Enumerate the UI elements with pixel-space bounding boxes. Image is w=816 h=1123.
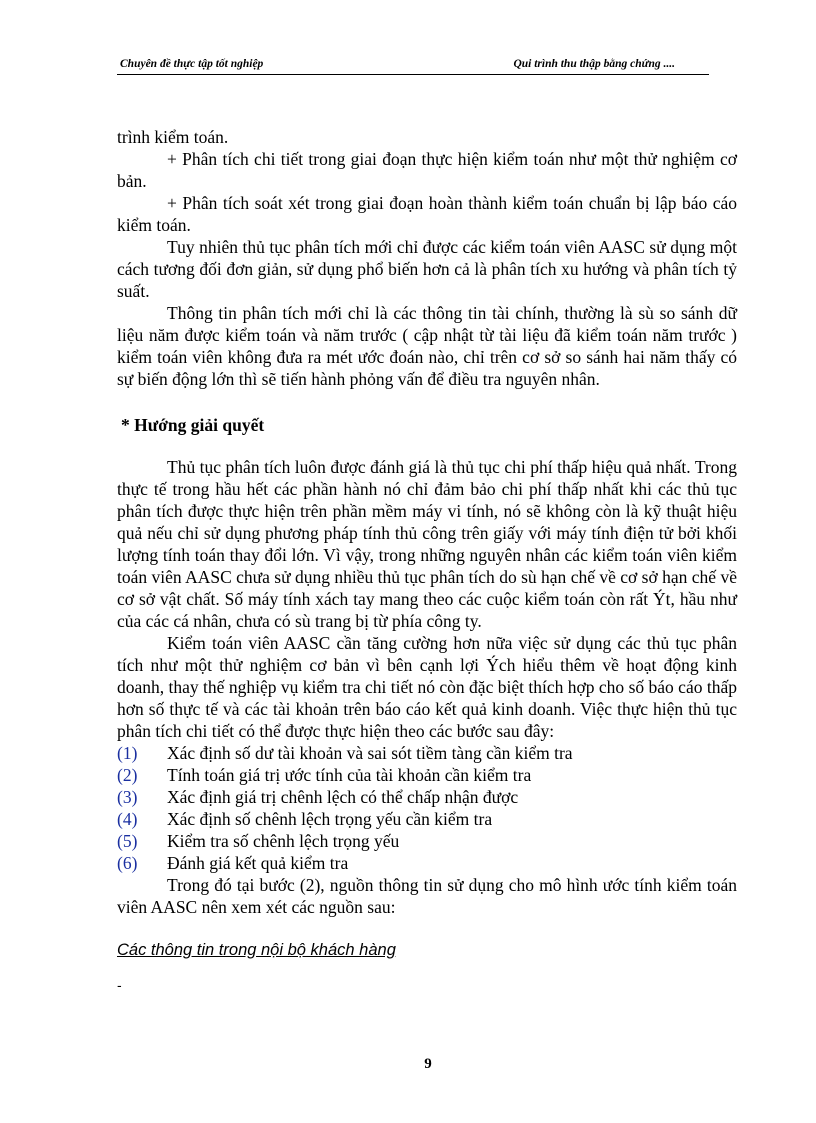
step-text: Đánh giá kết quả kiểm tra [167, 853, 349, 873]
list-item [117, 764, 737, 786]
step-number: (6) [117, 853, 138, 873]
paragraph: Kiểm toán viên AASC cần tăng cường hơn nữa việc sử dụng các thủ tục phân tích như một thử nghiệm cơ bản vì bên cạnh lợi Ých hiểu thêm về hoạt động kinh doanh, thay thế nghiệp vụ kiểm tra chi tiết nó còn đặc biệt thích hợp cho số báo cáo thấp hơn số thực tế và các tài khoản trên báo cáo kết quả kinh doanh. Việc thực hiện thủ tục phân tích chi tiết có thể được thực hiện theo các bước sau đây: [117, 633, 737, 741]
list-item [117, 852, 737, 874]
step-text: Xác định số dư tài khoản và sai sót tiềm tàng cần kiểm tra [167, 743, 573, 763]
subheading-text: Các thông tin trong nội bộ khách hàng [117, 941, 396, 959]
list-item [117, 742, 737, 764]
step-text: Xác định số chênh lệch trọng yếu cần kiểm tra [167, 809, 493, 829]
steps-list [117, 742, 737, 874]
step-number: (3) [117, 787, 138, 807]
paragraph: trình kiểm toán. [117, 127, 229, 147]
list-item [117, 830, 737, 852]
list-item [117, 786, 737, 808]
paragraph: Thông tin phân tích mới chỉ là các thông tin tài chính, thường là sù so sánh dữ liệu năm được kiểm toán và năm trước ( cập nhật từ tài liệu đã kiểm toán năm trước ) kiểm toán viên không đưa ra mét ước đoán nào, chỉ trên cơ sở so sánh hai năm thấy có sự biến động lớn thì sẽ tiến hành phỏng vấn để điều tra nguyên nhân. [117, 303, 737, 389]
page-number: 9 [424, 1056, 432, 1072]
subheading [117, 938, 737, 961]
section-heading: * Hướng giải quyết [121, 415, 265, 435]
step-number: (1) [117, 743, 138, 763]
step-text: Tính toán giá trị ước tính của tài khoản cần kiểm tra [167, 765, 532, 785]
list-item [117, 808, 737, 830]
step-text: Xác định giá trị chênh lệch có thể chấp nhận được [167, 787, 519, 807]
dash-bullet: - [117, 977, 122, 993]
step-number: (5) [117, 831, 138, 851]
header-left: Chuyên đề thực tập tốt nghiệp [120, 58, 264, 70]
paragraph: Trong đó tại bước (2), nguồn thông tin sử dụng cho mô hình ước tính kiểm toán viên AASC nên xem xét các nguồn sau: [117, 875, 737, 917]
dash-item [117, 973, 737, 996]
document-body [117, 126, 737, 996]
paragraph: + Phân tích soát xét trong giai đoạn hoàn thành kiểm toán chuẩn bị lập báo cáo kiểm toán. [117, 193, 737, 235]
paragraph: Tuy nhiên thủ tục phân tích mới chỉ được các kiểm toán viên AASC sử dụng một cách tương đối đơn giản, sử dụng phổ biến hơn cả là phân tích xu hướng và phân tích tỷ suất. [117, 237, 737, 301]
paragraph: + Phân tích chi tiết trong giai đoạn thực hiện kiểm toán như một thử nghiệm cơ bản. [117, 149, 737, 191]
step-number: (2) [117, 765, 138, 785]
step-text: Kiểm tra số chênh lệch trọng yếu [167, 831, 400, 851]
header-right: Qui trình thu thập bằng chứng .... [513, 58, 675, 70]
page-header [117, 58, 709, 75]
paragraph: Thủ tục phân tích luôn được đánh giá là thủ tục chi phí thấp hiệu quả nhất. Trong thực tế trong hầu hết các phần hành nó chỉ đảm bảo chi phí thấp nhất khi các thủ tục phân tích được thực hiện trên phần mềm máy vi tính, nó sẽ không còn là kỹ thuật hiệu quả nếu chỉ sử dụng phương pháp tính thủ công trên giấy với máy tính điện tử bởi khối lượng tính toán thay đổi lớn. Vì vậy, trong những nguyên nhân các kiểm toán viên kiểm toán viên AASC chưa sử dụng nhiều thủ tục phân tích do sù hạn chế về cơ sở hạn chế về cơ sở vật chất. Số máy tính xách tay mang theo các cuộc kiểm toán còn rất Ýt, hầu như của các cá nhân, chưa có sù trang bị từ phía công ty. [117, 457, 737, 631]
step-number: (4) [117, 809, 138, 829]
